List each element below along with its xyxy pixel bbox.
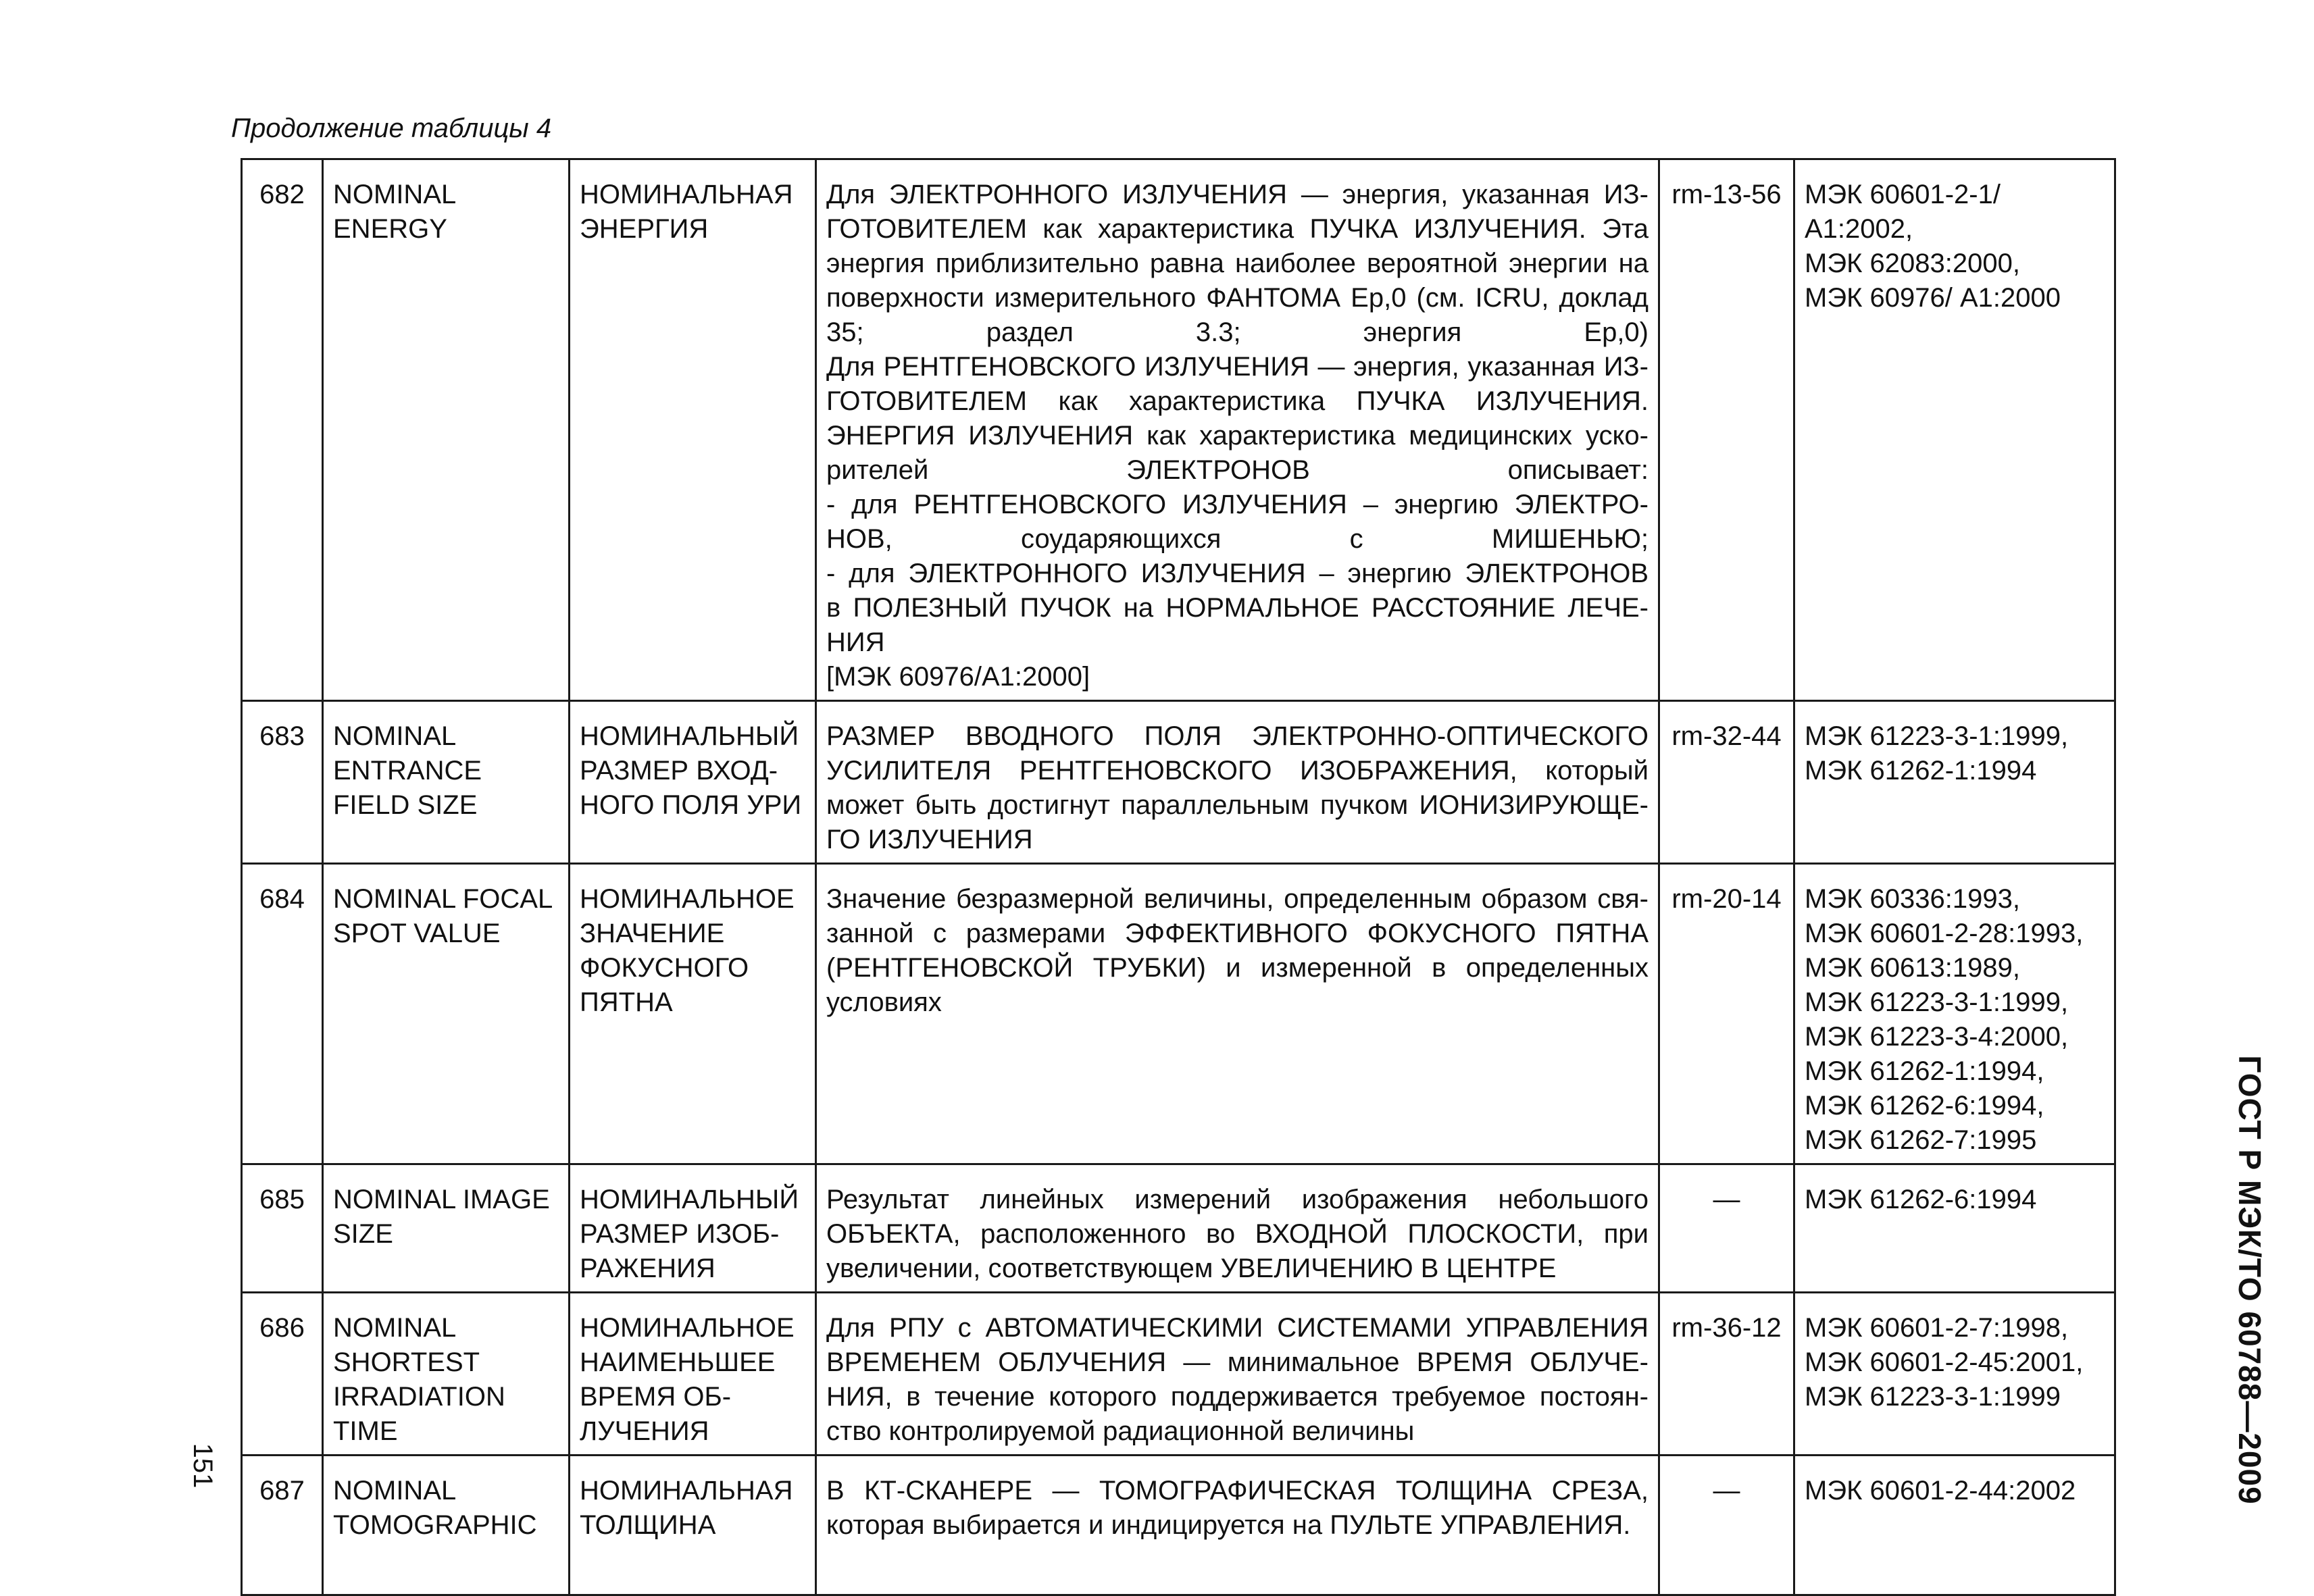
table-caption: Продолжение таблицы 4: [231, 113, 552, 143]
standard-references-line: МЭК 60336:1993,: [1805, 884, 2020, 914]
definition-line: ГОТОВИТЕЛЕМ как характеристика ПУЧКА ИЗЛУЧЕНИЯ.: [826, 386, 1649, 416]
standard-references-line: МЭК 61262-7:1995: [1805, 1125, 2037, 1155]
table-row: [242, 864, 2115, 1164]
definition-line: - для РЕНТГЕНОВСКОГО ИЗЛУЧЕНИЯ – энергию ЭЛЕКТРО-: [826, 490, 1649, 519]
definition-line: ство контролируемой радиационной величины: [826, 1416, 1415, 1446]
term-code: rm-36-12: [1659, 1293, 1794, 1456]
english-term: [323, 1456, 570, 1595]
definition-line: ГО ИЗЛУЧЕНИЯ: [826, 825, 1033, 854]
russian-term-line: НОМИНАЛЬНЫЙ: [580, 721, 799, 751]
russian-term: [570, 864, 816, 1164]
definition-line: Значение безразмерной величины, определенным образом свя-: [826, 884, 1649, 914]
definition-line: [МЭК 60976/А1:2000]: [826, 662, 1090, 692]
definition: [816, 1456, 1659, 1595]
definition: [816, 159, 1659, 701]
standard-references-line: МЭК 62083:2000,: [1805, 249, 2020, 278]
english-term-line: TIME: [333, 1416, 398, 1446]
document-designation: ГОСТ Р МЭК/ТО 60788—2009: [2232, 1055, 2267, 1505]
english-term-line: IRRADIATION: [333, 1382, 505, 1412]
table-row: [242, 1456, 2115, 1595]
definition: [816, 1164, 1659, 1293]
standard-references-line: МЭК 61262-6:1994: [1805, 1185, 2037, 1214]
definition-line: увеличении, соответствующем УВЕЛИЧЕНИЮ В ЦЕНТРЕ: [826, 1254, 1557, 1283]
definition-line: Результат линейных измерений изображения небольшого: [826, 1185, 1649, 1214]
definition-line: ОБЪЕКТА, расположенного во ВХОДНОЙ ПЛОСКОСТИ, при: [826, 1219, 1649, 1249]
english-term: [323, 1293, 570, 1456]
term-code: rm-20-14: [1659, 864, 1794, 1164]
definition-line: РАЗМЕР ВВОДНОГО ПОЛЯ ЭЛЕКТРОННО-ОПТИЧЕСКОГО: [826, 721, 1649, 751]
russian-term: [570, 1164, 816, 1293]
table-row: [242, 1164, 2115, 1293]
russian-term-line: ВРЕМЯ ОБ-: [580, 1382, 732, 1412]
english-term-line: NOMINAL IMAGE: [333, 1185, 550, 1214]
standard-references: [1794, 1164, 2115, 1293]
russian-term-line: НОМИНАЛЬНОЕ: [580, 1313, 795, 1343]
definition: [816, 864, 1659, 1164]
russian-term: [570, 1293, 816, 1456]
term-code: rm-13-56: [1659, 159, 1794, 701]
english-term: [323, 701, 570, 864]
standard-references-line: МЭК 61262-6:1994,: [1805, 1091, 2044, 1121]
russian-term-line: НОМИНАЛЬНАЯ: [580, 1476, 793, 1505]
english-term-line: NOMINAL: [333, 721, 457, 751]
definition-line: энергия приблизительно равна наиболее вероятной энергии на: [826, 249, 1649, 278]
russian-term-line: ЛУЧЕНИЯ: [580, 1416, 709, 1446]
definition: [816, 701, 1659, 864]
russian-term-line: ФОКУСНОГО: [580, 953, 749, 983]
standard-references-line: МЭК 61223-3-1:1999,: [1805, 721, 2069, 751]
english-term-line: SIZE: [333, 1219, 393, 1249]
russian-term-line: ПЯТНА: [580, 987, 673, 1017]
standard-references: [1794, 701, 2115, 864]
term-number: 685: [242, 1164, 323, 1293]
definition-line: рителей ЭЛЕКТРОНОВ описывает:: [826, 455, 1649, 485]
english-term-line: SPOT VALUE: [333, 919, 501, 948]
definition-line: - для ЭЛЕКТРОННОГО ИЗЛУЧЕНИЯ – энергию ЭЛЕКТРОНОВ: [826, 559, 1649, 588]
standard-references: [1794, 159, 2115, 701]
russian-term-line: ЗНАЧЕНИЕ: [580, 919, 725, 948]
english-term-line: ENERGY: [333, 214, 447, 244]
english-term: [323, 864, 570, 1164]
definition-line: Для РПУ с АВТОМАТИЧЕСКИМИ СИСТЕМАМИ УПРАВЛЕНИЯ: [826, 1313, 1649, 1343]
term-code: rm-32-44: [1659, 701, 1794, 864]
english-term-line: ENTRANCE: [333, 756, 482, 786]
definition-line: условиях: [826, 987, 942, 1017]
russian-term: [570, 1456, 816, 1595]
standard-references-line: МЭК 60601-2-1/А1:2002,: [1805, 180, 2001, 244]
standard-references-line: МЭК 61262-1:1994,: [1805, 1056, 2044, 1086]
standard-references: [1794, 1456, 2115, 1595]
standard-references: [1794, 864, 2115, 1164]
definition-line: может быть достигнут параллельным пучком ИОНИЗИРУЮЩЕ-: [826, 790, 1649, 820]
english-term-line: NOMINAL: [333, 1313, 457, 1343]
definition-line: Для ЭЛЕКТРОННОГО ИЗЛУЧЕНИЯ — энергия, указанная ИЗ-: [826, 180, 1649, 209]
russian-term-line: НОМИНАЛЬНАЯ: [580, 180, 793, 209]
term-code: —: [1659, 1456, 1794, 1595]
definition-line: НИЯ: [826, 627, 885, 657]
definition-line: (РЕНТГЕНОВСКОЙ ТРУБКИ) и измеренной в определенных: [826, 953, 1649, 983]
definition-line: 35; раздел 3.3; энергия Ep,0): [826, 317, 1649, 347]
definition-line: ЭНЕРГИЯ ИЗЛУЧЕНИЯ как характеристика медицинских уско-: [826, 421, 1649, 451]
term-number: 687: [242, 1456, 323, 1595]
standard-references-line: МЭК 61262-1:1994: [1805, 756, 2037, 786]
russian-term-line: ТОЛЩИНА: [580, 1510, 716, 1540]
standard-references-line: МЭК 60613:1989,: [1805, 953, 2020, 983]
table-body: [242, 159, 2115, 1595]
russian-term-line: РАЗМЕР ИЗОБ-: [580, 1219, 780, 1249]
table-row: [242, 159, 2115, 701]
definition-line: в ПОЛЕЗНЫЙ ПУЧОК на НОРМАЛЬНОЕ РАССТОЯНИЕ ЛЕЧЕ-: [826, 593, 1649, 623]
english-term-line: NOMINAL FOCAL: [333, 884, 553, 914]
russian-term-line: НОМИНАЛЬНОЕ: [580, 884, 795, 914]
definition-line: УСИЛИТЕЛЯ РЕНТГЕНОВСКОГО ИЗОБРАЖЕНИЯ, который: [826, 756, 1649, 786]
definition-line: Для РЕНТГЕНОВСКОГО ИЗЛУЧЕНИЯ — энергия, указанная ИЗ-: [826, 352, 1649, 382]
term-number: 684: [242, 864, 323, 1164]
definition-line: ГОТОВИТЕЛЕМ как характеристика ПУЧКА ИЗЛУЧЕНИЯ. Эта: [826, 214, 1649, 244]
english-term-line: FIELD SIZE: [333, 790, 478, 820]
table-row: [242, 701, 2115, 864]
page-number: 151: [188, 1443, 218, 1489]
russian-term-line: НАИМЕНЬШЕЕ: [580, 1347, 776, 1377]
standard-references-line: МЭК 60601-2-44:2002: [1805, 1476, 2076, 1505]
standard-references-line: МЭК 60601-2-28:1993,: [1805, 919, 2084, 948]
definition-line: НОВ, соударяющихся с МИШЕНЬЮ;: [826, 524, 1649, 554]
english-term-line: TOMOGRAPHIC: [333, 1510, 537, 1540]
table-row: [242, 1293, 2115, 1456]
english-term-line: NOMINAL: [333, 1476, 457, 1505]
definition-line: В КТ-СКАНЕРЕ — ТОМОГРАФИЧЕСКАЯ ТОЛЩИНА СРЕЗА,: [826, 1476, 1649, 1505]
standard-references-line: МЭК 61223-3-4:2000,: [1805, 1022, 2069, 1052]
definition-line: НИЯ, в течение которого поддерживается требуемое постоян-: [826, 1382, 1649, 1412]
english-term-line: NOMINAL: [333, 180, 457, 209]
definition-line: занной с размерами ЭФФЕКТИВНОГО ФОКУСНОГО ПЯТНА: [826, 919, 1649, 948]
definition-line: ВРЕМЕНЕМ ОБЛУЧЕНИЯ — минимальное ВРЕМЯ ОБЛУЧЕ-: [826, 1347, 1649, 1377]
definition-line: которая выбирается и индицируется на ПУЛЬТЕ УПРАВЛЕНИЯ.: [826, 1510, 1631, 1540]
standard-references-line: МЭК 60976/ А1:2000: [1805, 283, 2061, 313]
standard-references-line: МЭК 60601-2-7:1998,: [1805, 1313, 2069, 1343]
russian-term-line: РАЖЕНИЯ: [580, 1254, 715, 1283]
russian-term-line: НОМИНАЛЬНЫЙ: [580, 1185, 799, 1214]
definition: [816, 1293, 1659, 1456]
standard-references-line: МЭК 61223-3-1:1999,: [1805, 987, 2069, 1017]
term-number: 686: [242, 1293, 323, 1456]
term-number: 683: [242, 701, 323, 864]
standard-references-line: МЭК 60601-2-45:2001,: [1805, 1347, 2084, 1377]
russian-term: [570, 701, 816, 864]
english-term-line: SHORTEST: [333, 1347, 480, 1377]
russian-term-line: ЭНЕРГИЯ: [580, 214, 709, 244]
russian-term-line: РАЗМЕР ВХОД-: [580, 756, 778, 786]
standard-references-line: МЭК 61223-3-1:1999: [1805, 1382, 2061, 1412]
russian-term: [570, 159, 816, 701]
terms-table: [241, 158, 2116, 1596]
english-term: [323, 1164, 570, 1293]
term-number: 682: [242, 159, 323, 701]
standard-references: [1794, 1293, 2115, 1456]
english-term: [323, 159, 570, 701]
term-code: —: [1659, 1164, 1794, 1293]
definition-line: поверхности измерительного ФАНТОМА Ep,0 (см. ICRU, доклад: [826, 283, 1649, 313]
russian-term-line: НОГО ПОЛЯ УРИ: [580, 790, 802, 820]
